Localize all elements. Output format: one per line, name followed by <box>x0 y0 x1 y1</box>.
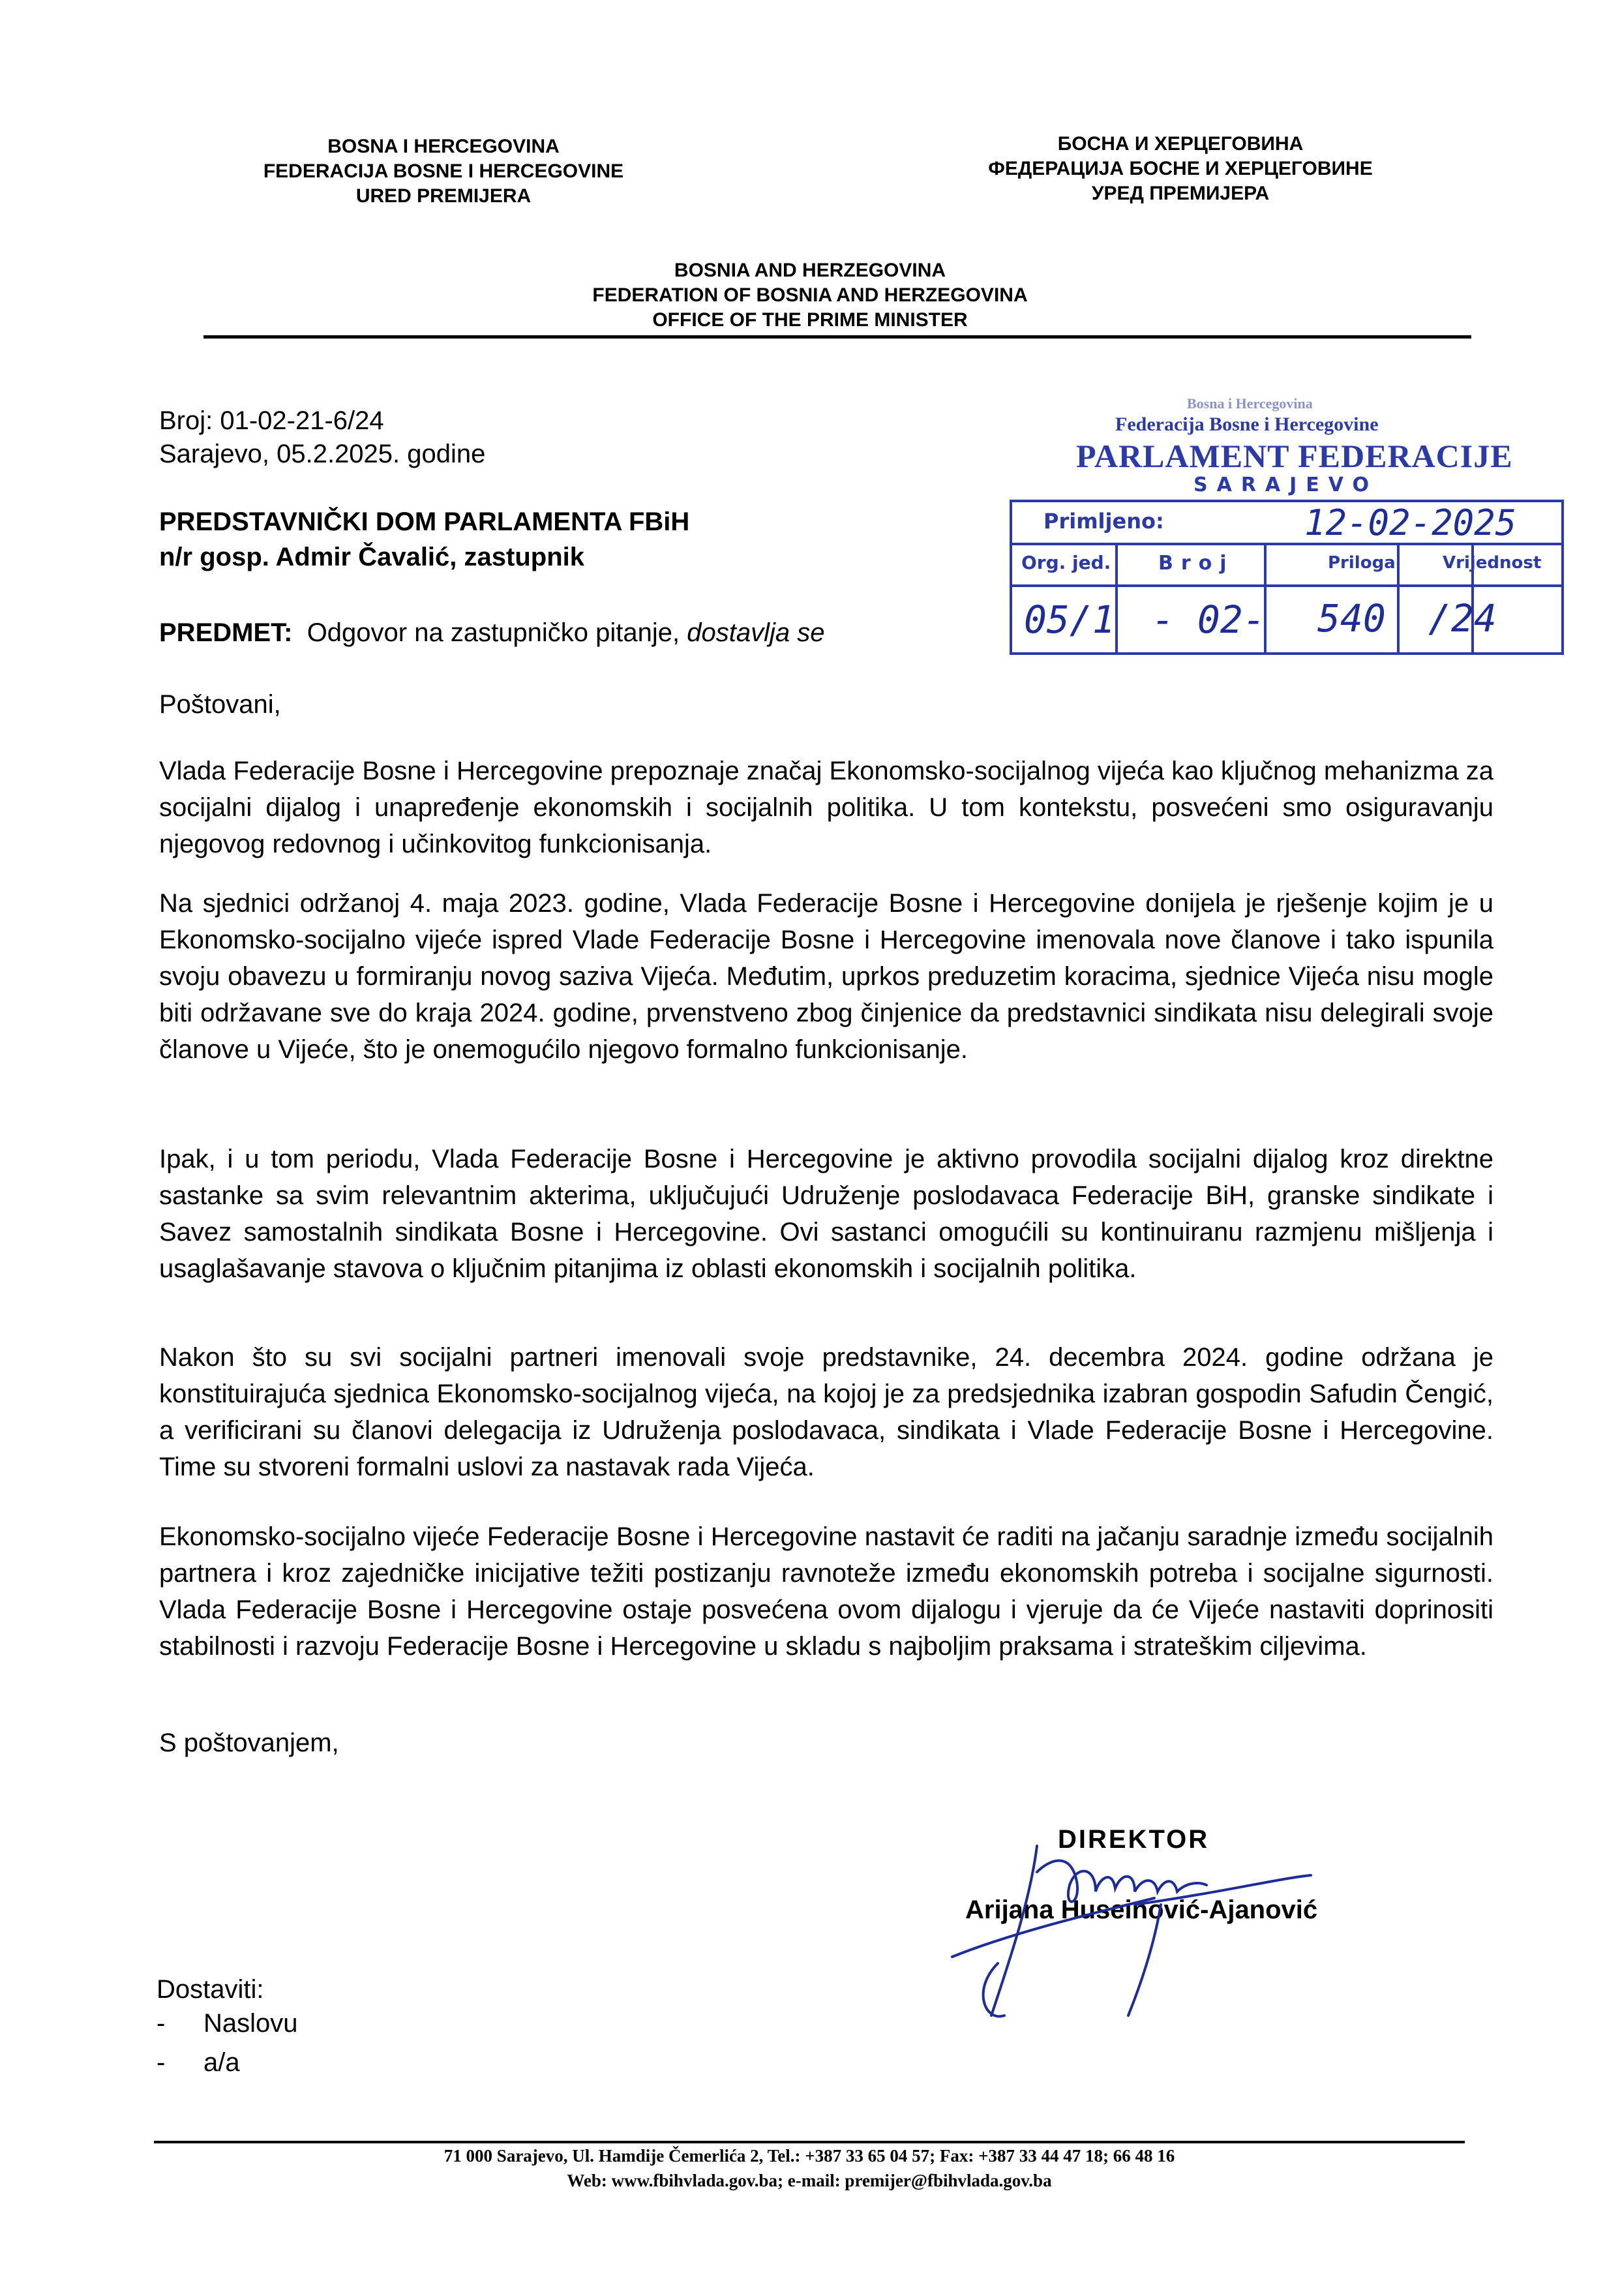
body-paragraph-2: Na sjednici održanoj 4. maja 2023. godine, Vlada Federacije Bosne i Hercegovine donijela je rješenje kojim je u Ekonomsko-socijalno vijeće ispred Vlade Federacije Bosne i Hercegovine imenovala nove članove i tako ispunila svoju obavezu u formiranju novog saziva Vijeća. Međutim, uprkos preduzetim koracima, sjednice Vijeća nisu mogle biti održavane sve do kraja 2024. godine, prvenstveno zbog činjenice da predstavnici sindikata nisu delegirali svoje članove u Vijeće, što je onemogućilo njegovo formalno funkcionisanje. <box>159 889 1493 1064</box>
subject-text: Odgovor na zastupničko pitanje, <box>307 618 680 647</box>
stamp-received-date: 12-02-2025 <box>1304 502 1517 543</box>
received-stamp <box>1004 390 1565 677</box>
subject-line <box>159 614 825 651</box>
salutation: Poštovani, <box>159 690 281 719</box>
header-left-line-2: FEDERACIJA BOSNE I HERCEGOVINE <box>263 160 624 182</box>
delivery-bullet-1: - <box>157 2009 166 2038</box>
header-left-line-1: BOSNA I HERCEGOVINA <box>327 136 560 157</box>
handwritten-signature <box>939 1800 1343 2022</box>
reference-place-date: Sarajevo, 05.2.2025. godine <box>159 440 486 468</box>
stamp-received-label: Primljeno: <box>1043 509 1164 534</box>
reference-number: Broj: 01-02-21-6/24 <box>159 406 384 435</box>
recipient-institution: PREDSTAVNIČKI DOM PARLAMENTA FBiH <box>159 507 690 536</box>
stamp-line-4: SARAJEVO <box>1193 474 1378 496</box>
recipient-attention: n/r gosp. Admir Čavalić, zastupnik <box>159 543 584 571</box>
stamp-col-vrijednost: Vrijednost <box>1443 553 1542 573</box>
delivery-label: Dostaviti: <box>157 1975 264 2004</box>
delivery-item-1: Naslovu <box>203 2009 298 2038</box>
delivery-bullet-2: - <box>157 2048 166 2077</box>
subject-note: dostavlja se <box>687 618 825 647</box>
stamp-line-3: PARLAMENT FEDERACIJE <box>1076 438 1513 474</box>
stamp-col-broj: Broj <box>1158 552 1235 575</box>
stamp-val-vrijednost: /24 <box>1428 596 1497 641</box>
stamp-col-priloga: Priloga <box>1328 553 1396 573</box>
body-paragraph-5: Ekonomsko-socijalno vijeće Federacije Bosne i Hercegovine nastavit će raditi na jačanju saradnje između socijalnih partnera i kroz zajedničke inicijative težiti postizanju ravnoteže između ekonomskih potreba i socijalne sigurnosti. Vlada Federacije Bosne i Hercegovine ostaje posvećena ovom dijalogu i vjeruje da će Vijeće nastaviti doprinositi stabilnosti i razvoju Federacije Bosne i Hercegovine u skladu s najboljim praksama i strateškim ciljevima. <box>159 1522 1493 1661</box>
stamp-line-2: Federacija Bosne i Hercegovine <box>1115 414 1379 435</box>
signature-title: DIREKTOR <box>1058 1825 1210 1854</box>
stamp-val-broj: - 02- <box>1152 597 1266 642</box>
header-right-line-2: ФЕДЕРАЦИЈА БОСНЕ И ХЕРЦЕГОВИНЕ <box>988 158 1373 179</box>
header-left-block <box>215 134 672 209</box>
header-right-line-3: УРЕД ПРЕМИЈЕРА <box>1091 183 1270 204</box>
stamp-val-org: 05/1 <box>1024 597 1115 642</box>
footer-web-email: Web: www.fbihvlada.gov.ba; e-mail: premijer@fbihvlada.gov.ba <box>567 2171 1052 2190</box>
closing: S poštovanjem, <box>159 1729 339 1757</box>
subject-label: PREDMET: <box>159 618 293 647</box>
signature-name: Arijana Huseinović-Ajanović <box>965 1896 1318 1924</box>
body-paragraph-3: Ipak, i u tom periodu, Vlada Federacije Bosne i Hercegovine je aktivno provodila socijalni dijalog kroz direktne sastanke sa svim relevantnim akterima, uključujući Udruženje poslodavaca Federacije BiH, granske sindikate i Savez samostalnih sindikata Bosne i Hercegovine. Ovi sastanci omogućili su kontinuiranu razmjenu mišljenja i usaglašavanje stavova o ključnim pitanjima iz oblasti ekonomskih i socijalnih politika. <box>159 1145 1493 1283</box>
delivery-item-2: a/a <box>203 2048 240 2077</box>
footer-block <box>154 2143 1465 2193</box>
header-right-line-1: БОСНА И ХЕРЦЕГОВИНА <box>1057 133 1304 155</box>
body-paragraph-4: Nakon što su svi socijalni partneri imenovali svoje predstavnike, 24. decembra 2024. godine održana je konstituirajuća sjednica Ekonomsko-socijalnog vijeća, na kojoj je za predsjednika izabran gospodin Safudin Čengić, a verificirani su članovi delegacija iz Udruženja poslodavaca, sindikata i Vlade Federacije Bosne i Hercegovine. Time su stvoreni formalni uslovi za nastavak rada Vijeća. <box>159 1343 1493 1481</box>
stamp-line-1: Bosna i Hercegovina <box>1187 395 1313 412</box>
header-right-block <box>920 132 1441 206</box>
header-center-line-3: OFFICE OF THE PRIME MINISTER <box>652 309 968 331</box>
header-center-line-1: BOSNIA AND HERZEGOVINA <box>674 260 946 281</box>
body-paragraph-1: Vlada Federacije Bosne i Hercegovine prepoznaje značaj Ekonomsko-socijalnog vijeća kao ključnog mehanizma za socijalni dijalog i unapređenje ekonomskih i socijalnih politika. U tom kontekstu, posvećeni smo osiguravanju njegovog redovnog i učinkovitog funkcionisanja. <box>159 757 1493 858</box>
stamp-val-priloga: 540 <box>1317 596 1386 641</box>
header-center-block <box>549 258 1071 333</box>
footer-address: 71 000 Sarajevo, Ul. Hamdije Čemerlića 2, Tel.: +387 33 65 04 57; Fax: +387 33 44 47 18; 66 48 16 <box>443 2146 1175 2166</box>
stamp-col-org: Org. jed. <box>1021 552 1111 573</box>
header-center-line-2: FEDERATION OF BOSNIA AND HERZEGOVINA <box>592 284 1028 306</box>
header-divider <box>203 335 1471 339</box>
header-left-line-3: URED PREMIJERA <box>355 185 532 207</box>
